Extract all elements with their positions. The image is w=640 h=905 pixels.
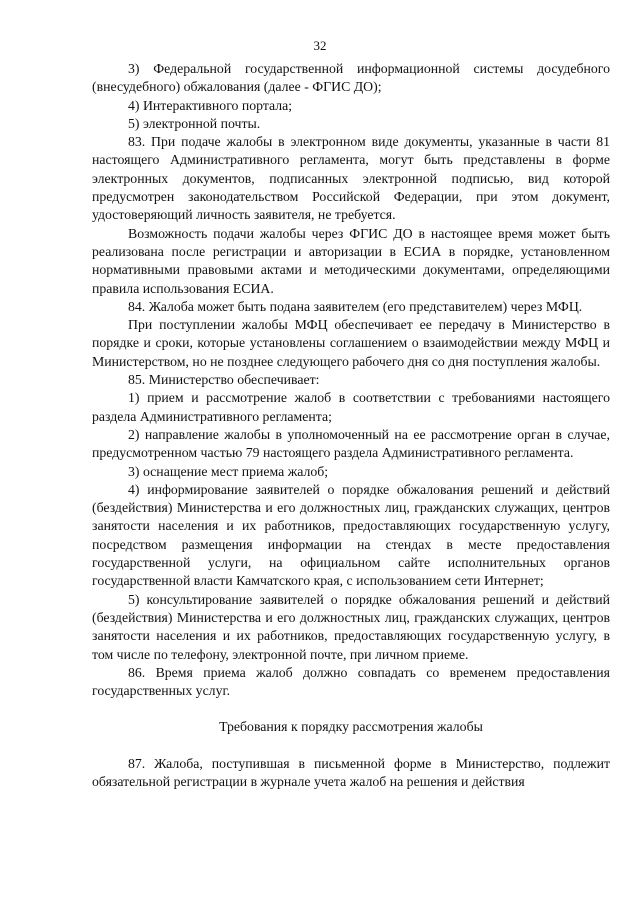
paragraph-85-item-1: 1) прием и рассмотрение жалоб в соответствии с требованиями настоящего раздела Административного регламента; (92, 390, 610, 424)
paragraph-85: 85. Министерство обеспечивает: (128, 372, 320, 388)
page-number: 32 (313, 38, 327, 53)
paragraph-85-item-4: 4) информирование заявителей о порядке обжалования решений и действий (бездействия) Министерства и его должностных лиц, гражданских служащих, центров занятости населения и их работников, предоставляющих государственную услугу, посредством размещения информации на стендах в месте предоставления государственной услуги, на официальном сайте исполнительных органов государственной власти Камчатского края, с использованием сети Интернет; (92, 481, 610, 589)
paragraph-85-item-2: 2) направление жалобы в уполномоченный на ее рассмотрение орган в случае, предусмотренном частью 79 настоящего раздела Административного регламента. (92, 426, 610, 461)
paragraph-87: 87. Жалоба, поступившая в письменной форме в Министерство, подлежит обязательной регистрации в журнале учета жалоб на решения и действия (92, 755, 610, 789)
paragraph-84: 84. Жалоба может быть подана заявителем (его представителем) через МФЦ. (128, 298, 583, 314)
paragraph-86: 86. Время приема жалоб должно совпадать со временем предоставления государственных услуг. (92, 664, 610, 699)
paragraph-85-item-3: 3) оснащение мест приема жалоб; (128, 463, 329, 479)
section-heading: Требования к порядку рассмотрения жалобы (219, 719, 483, 735)
paragraph-item-4: 4) Интерактивного портала; (128, 97, 293, 113)
paragraph-83: 83. При подаче жалобы в электронном виде документы, указанные в части 81 настоящего Административного регламента, могут быть представлены в форме электронных документов, подписанных электронной подписью, вид которой предусмотрен законодательством Российской Федерации, при этом документ, удостоверяющий личность заявителя, не требуется. (92, 134, 610, 223)
paragraph-mfc: При поступлении жалобы МФЦ обеспечивает ее передачу в Министерство в порядке и сроки, которые установлены соглашением о взаимодействии между МФЦ и Министерством, но не позднее следующего рабочего дня со дня поступления жалобы. (92, 317, 610, 369)
paragraph-item-3: 3) Федеральной государственной информационной системы досудебного (внесудебного) обжалования (далее - ФГИС ДО); (92, 61, 610, 95)
paragraph-item-5: 5) электронной почты. (128, 115, 261, 131)
paragraph-85-item-5: 5) консультирование заявителей о порядке обжалования решений и действий (бездействия) Министерства и его должностных лиц, гражданских служащих, центров занятости населения и их работников, предоставляющих государственную услугу, в том числе по телефону, электронной почте, при личном приеме. (92, 591, 610, 662)
document-body (92, 60, 610, 791)
paragraph-fgis-do: Возможность подачи жалобы через ФГИС ДО в настоящее время может быть реализована после регистрации и авторизации в ЕСИА в порядке, установленном нормативными правовыми актами и методическими документами, определяющими правила использования ЕСИА. (92, 225, 610, 296)
